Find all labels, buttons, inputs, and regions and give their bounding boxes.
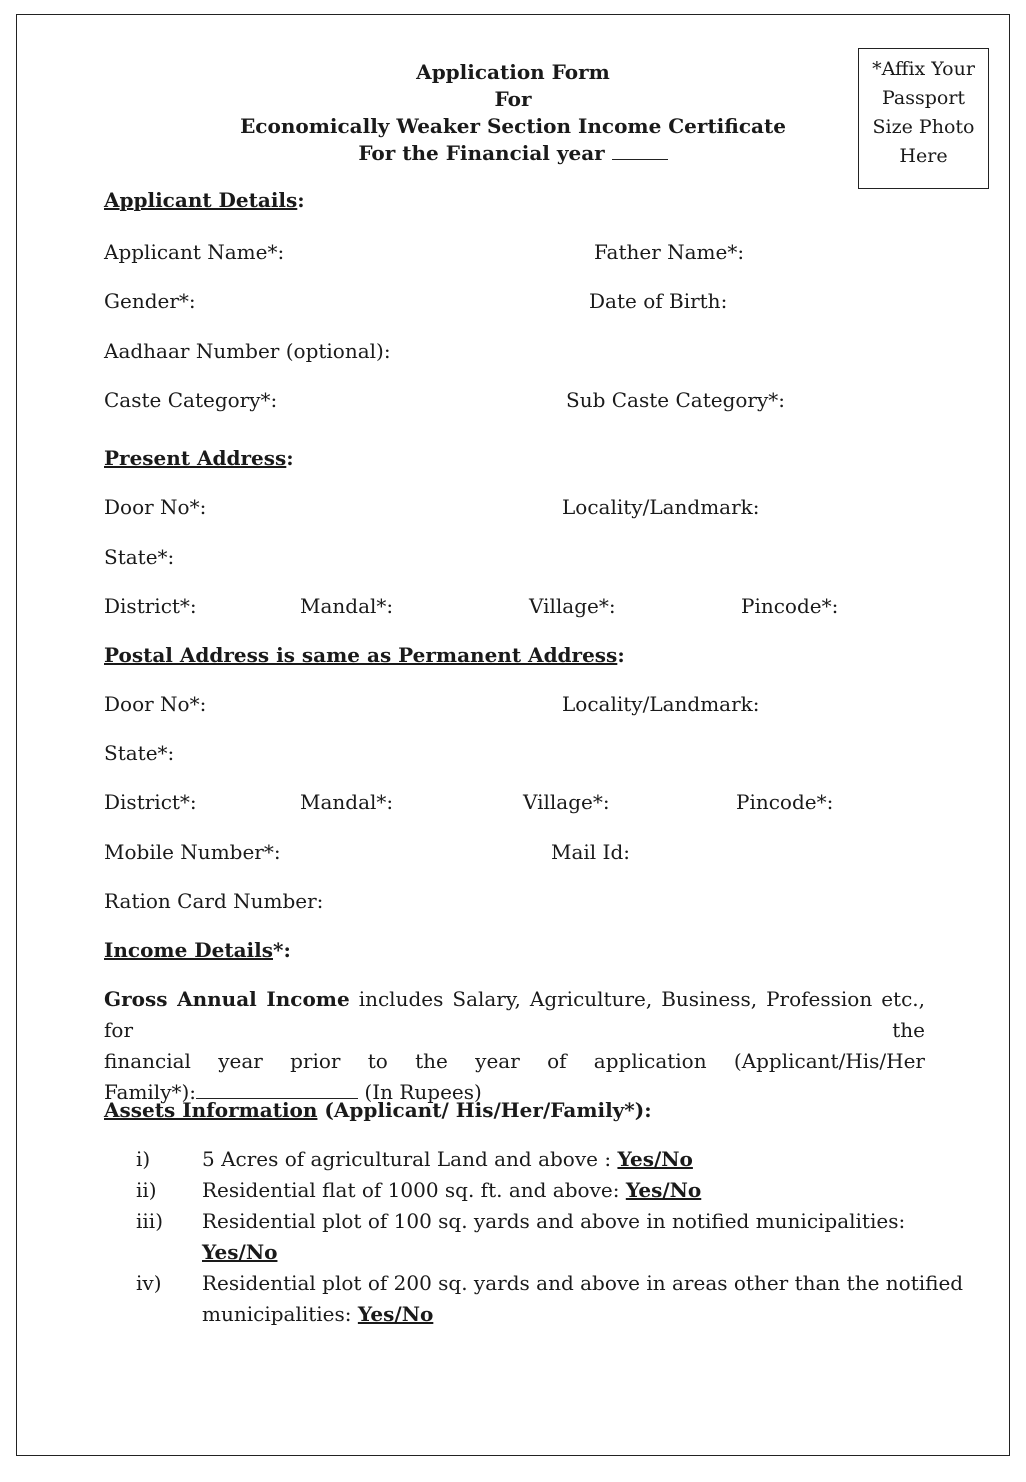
sub-caste-category-label: Sub Caste Category*: xyxy=(566,388,786,412)
assets-information-heading: Assets Information (Applicant/ His/Her/Family*): xyxy=(104,1098,652,1122)
gender-label: Gender*: xyxy=(104,289,196,313)
asset-item-number: iii) xyxy=(136,1209,163,1233)
ration-card-label: Ration Card Number: xyxy=(104,889,324,913)
present-address-heading: Present Address: xyxy=(104,446,294,470)
mobile-number-label: Mobile Number*: xyxy=(104,840,281,864)
mail-id-label: Mail Id: xyxy=(551,840,630,864)
postal-locality-label: Locality/Landmark: xyxy=(562,692,760,716)
financial-year-label: For the Financial year xyxy=(358,141,605,165)
postal-district-label: District*: xyxy=(104,790,197,814)
photo-box-line: Here xyxy=(899,145,948,167)
form-title: Application Form xyxy=(416,60,610,84)
postal-mandal-label: Mandal*: xyxy=(300,790,394,814)
applicant-name-label: Applicant Name*: xyxy=(104,240,285,264)
present-door-label: Door No*: xyxy=(104,495,207,519)
postal-state-label: State*: xyxy=(104,741,175,765)
asset-item-number: ii) xyxy=(136,1178,157,1202)
photo-box xyxy=(858,48,989,189)
caste-category-label: Caste Category*: xyxy=(104,388,278,412)
present-locality-label: Locality/Landmark: xyxy=(562,495,760,519)
present-district-label: District*: xyxy=(104,594,197,618)
aadhaar-label: Aadhaar Number (optional): xyxy=(104,339,391,363)
income-details-heading: Income Details*: xyxy=(104,938,291,962)
financial-year-blank[interactable] xyxy=(612,141,668,160)
present-mandal-label: Mandal*: xyxy=(300,594,394,618)
form-certificate-name: Economically Weaker Section Income Certificate xyxy=(240,114,786,138)
present-pincode-label: Pincode*: xyxy=(741,594,839,618)
asset-item-text: Residential plot of 200 sq. yards and above in areas other than the notified xyxy=(202,1271,964,1295)
form-title-for: For xyxy=(494,87,532,111)
postal-door-label: Door No*: xyxy=(104,692,207,716)
photo-box-line: Passport xyxy=(881,87,966,109)
yes-no-option[interactable]: Yes/No xyxy=(625,1178,702,1202)
asset-item-text: 5 Acres of agricultural Land and above : Yes/No xyxy=(202,1147,693,1171)
asset-item-number: iv) xyxy=(136,1271,162,1295)
income-line-1: Gross Annual Income includes Salary, Agriculture, Business, Profession etc., for the xyxy=(104,987,926,1042)
asset-item-text: Residential flat of 1000 sq. ft. and above: Yes/No xyxy=(202,1178,702,1202)
income-line-2: financial year prior to the year of application (Applicant/His/Her xyxy=(104,1049,925,1073)
asset-item-text: Residential plot of 100 sq. yards and above in notified municipalities: xyxy=(202,1209,906,1233)
gross-income-paragraph xyxy=(104,984,925,1108)
yes-no-option[interactable]: Yes/No xyxy=(357,1302,434,1326)
photo-box-line: *Affix Your xyxy=(872,58,975,80)
father-name-label: Father Name*: xyxy=(594,240,745,264)
yes-no-option[interactable]: Yes/No xyxy=(617,1147,693,1171)
page-border xyxy=(16,14,1010,1456)
postal-address-heading: Postal Address is same as Permanent Address: xyxy=(104,643,625,667)
present-village-label: Village*: xyxy=(529,594,616,618)
asset-item-text-continued: municipalities: Yes/No xyxy=(202,1302,434,1326)
postal-pincode-label: Pincode*: xyxy=(736,790,834,814)
income-amount-blank[interactable] xyxy=(196,1078,358,1099)
asset-item-number: i) xyxy=(136,1147,151,1171)
date-of-birth-label: Date of Birth: xyxy=(589,289,728,313)
applicant-details-heading: Applicant Details: xyxy=(104,188,305,212)
yes-no-option[interactable]: Yes/No xyxy=(202,1240,278,1264)
photo-box-line: Size Photo xyxy=(872,116,975,138)
present-state-label: State*: xyxy=(104,545,175,569)
postal-village-label: Village*: xyxy=(523,790,610,814)
income-line-3: Family*): (In Rupees) xyxy=(104,1080,482,1104)
